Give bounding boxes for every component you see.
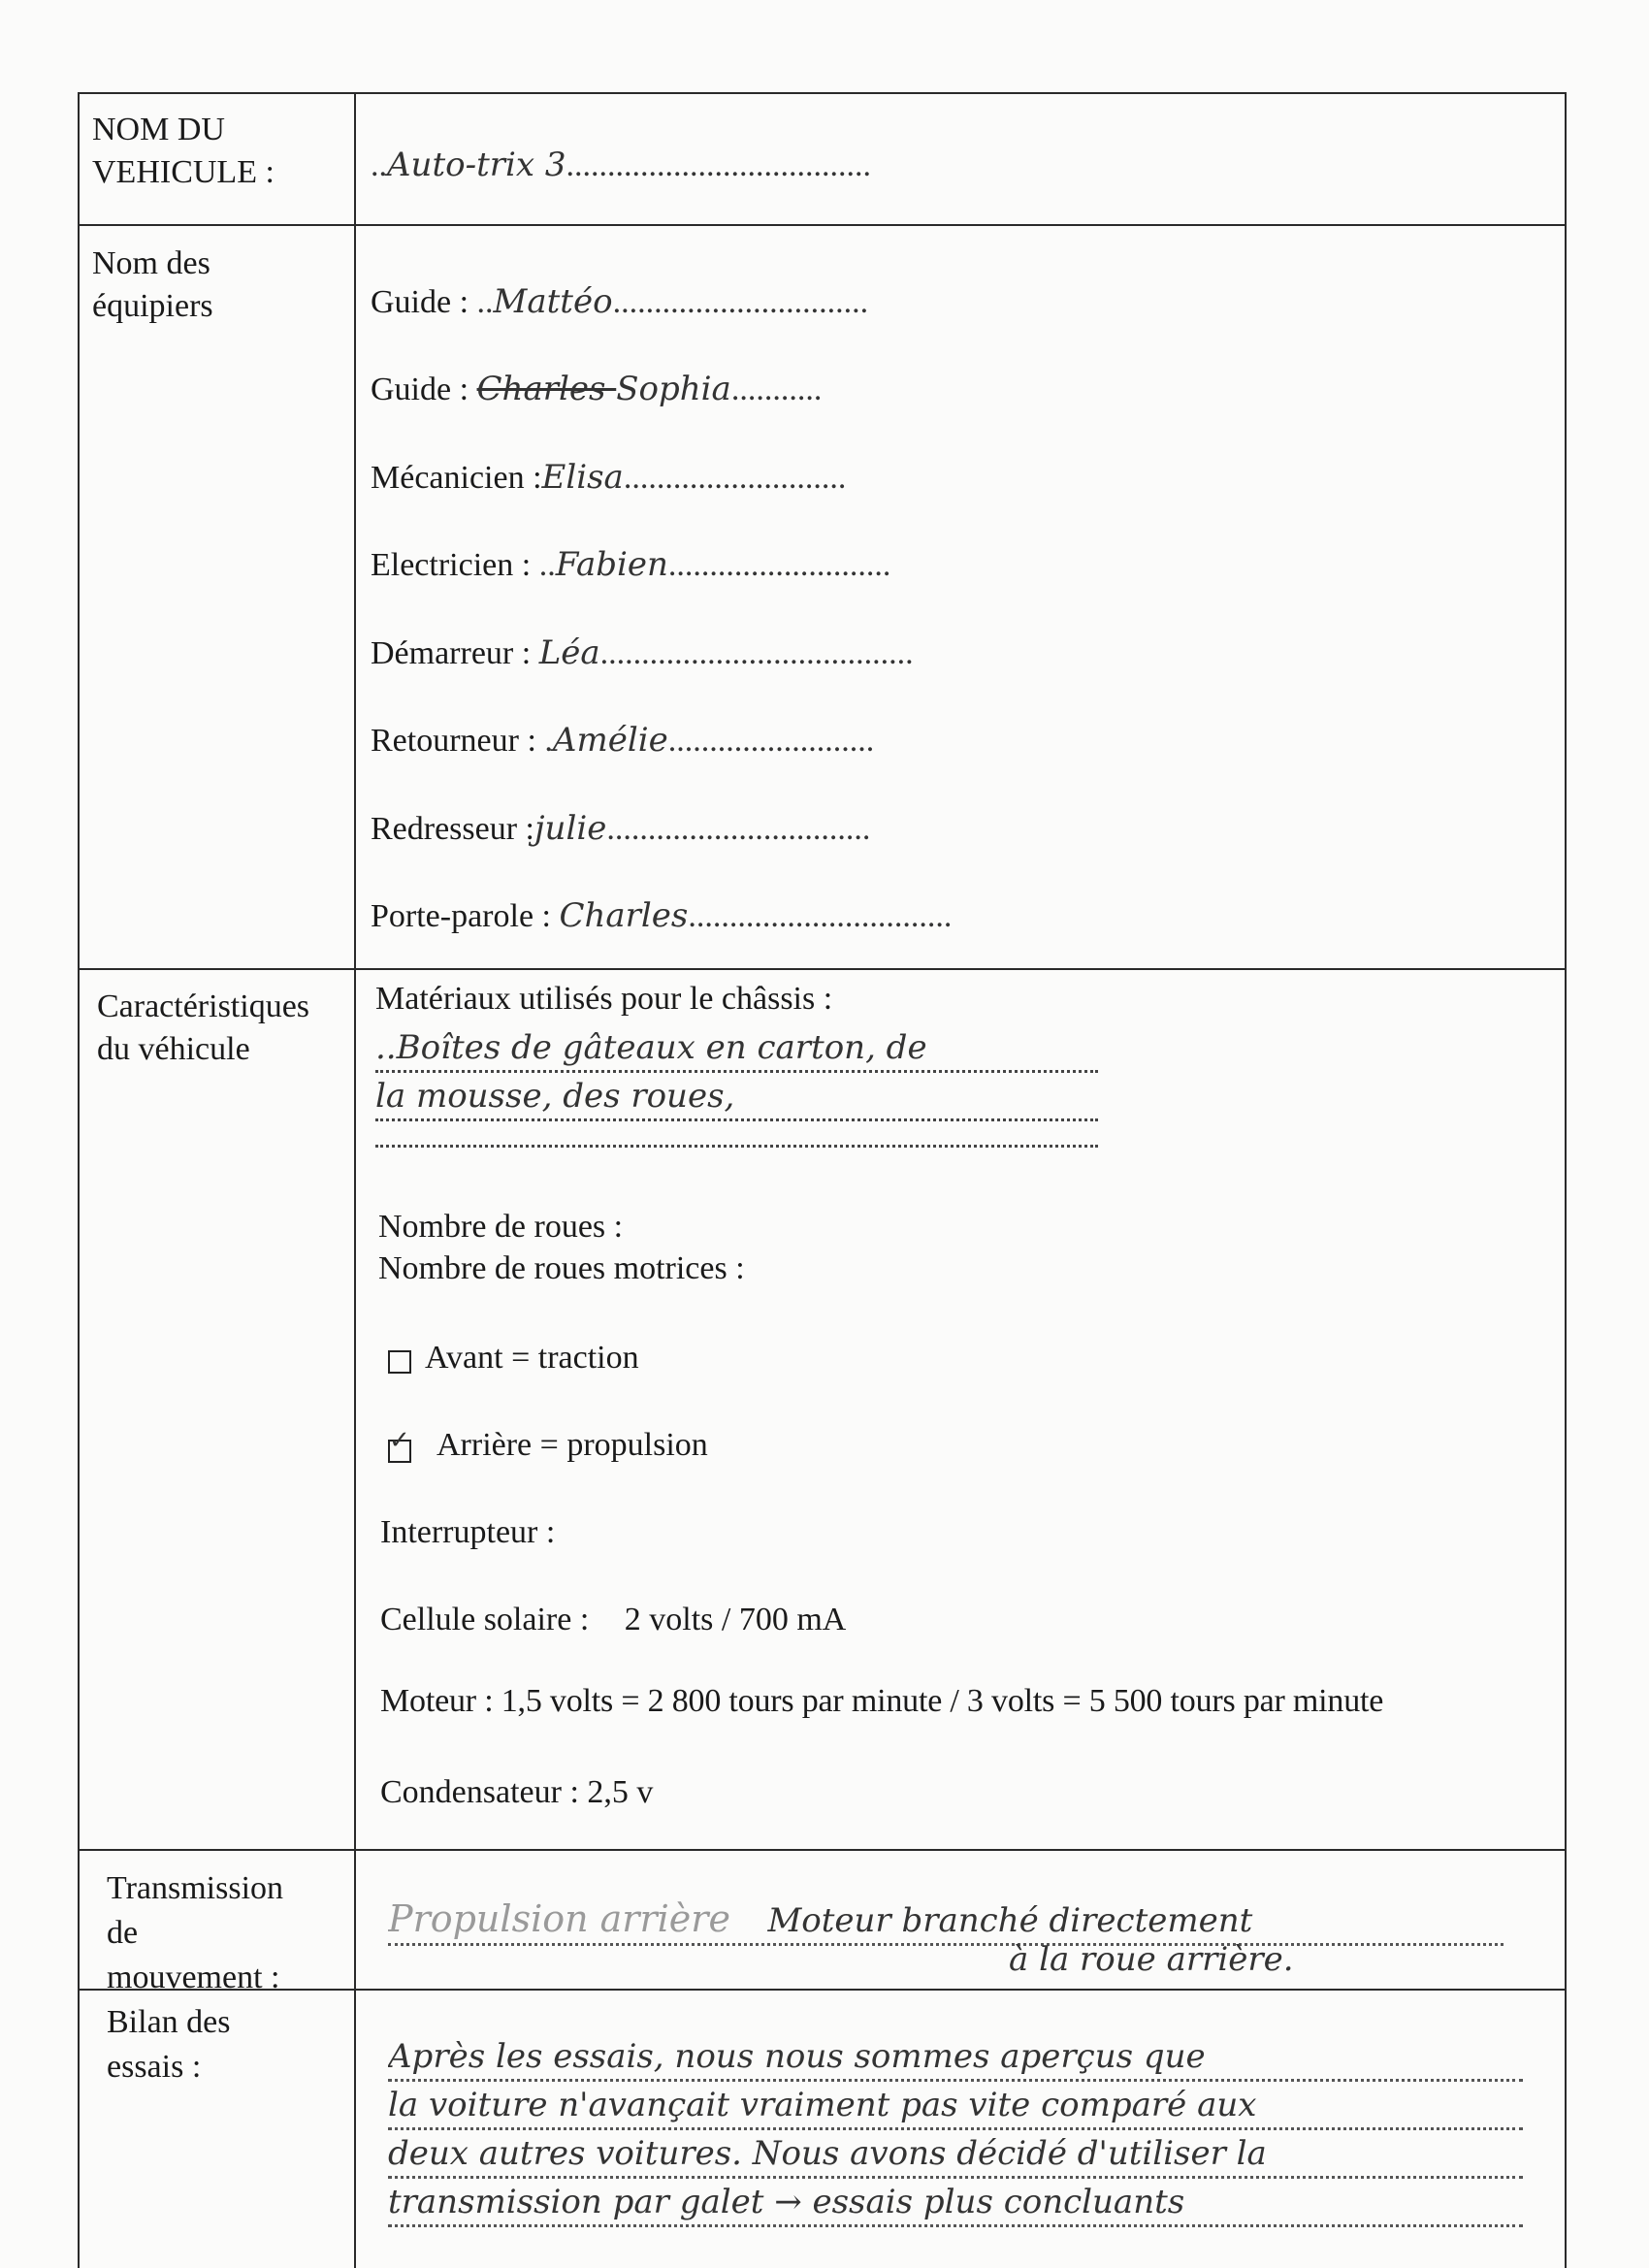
dotted-leader: ...........................: [667, 547, 891, 583]
transmission-label: Transmission de mouvement :: [107, 1870, 284, 1995]
characteristics-label: Caractéristiques du véhicule: [97, 988, 310, 1067]
solar-cell-label: Cellule solaire :: [380, 1602, 590, 1637]
crew-label: Nom des équipiers: [92, 245, 213, 324]
materials-text: la mousse, des roues,: [375, 1077, 735, 1116]
dotted-leader: ...............................: [612, 284, 869, 320]
dotted-leader: ................................: [688, 898, 953, 934]
results-label: Bilan des essais :: [107, 2004, 231, 2085]
row-divider-1: [78, 224, 1567, 226]
results-line-3: [388, 2134, 1523, 2179]
checkmark-icon: ✓: [389, 1426, 410, 1454]
role-label: Electricien :: [371, 547, 532, 583]
member-name: Léa: [538, 633, 600, 672]
dotted-leader: .: [535, 723, 553, 759]
dotted-leader: ...........: [730, 372, 823, 407]
crew-member-electrician: [371, 545, 890, 585]
member-name: julie: [534, 809, 607, 848]
member-name: Amélie: [552, 721, 668, 760]
member-name: Charles Sophia: [476, 370, 731, 408]
role-label: Guide :: [371, 372, 469, 407]
role-label: Guide :: [371, 284, 469, 320]
materials-line-3: [375, 1118, 1098, 1148]
dotted-leader: ......................................: [599, 635, 914, 671]
member-name: Mattéo: [493, 282, 613, 321]
crew-member-guide-1: [371, 282, 868, 322]
results-line-1: [388, 2037, 1523, 2082]
dotted-leader: .....................................: [566, 147, 871, 183]
dotted-leader: ................................: [606, 811, 871, 847]
results-line-4: [388, 2183, 1523, 2227]
role-label: Porte-parole :: [371, 898, 551, 934]
role-label: Mécanicien :: [371, 460, 542, 496]
dotted-leader: ..: [371, 147, 387, 183]
results-text: la voiture n'avançait vraiment pas vite comparé aux: [388, 2086, 1257, 2124]
member-name: Fabien: [555, 545, 668, 584]
results-text: transmission par galet → essais plus concluants: [388, 2183, 1185, 2221]
vehicle-name-value: Auto-trix 3: [387, 146, 566, 184]
table-border-left: [78, 92, 80, 2268]
front-drive-checkbox[interactable]: [388, 1350, 411, 1374]
row-divider-4: [78, 1989, 1567, 1991]
table-border-right: [1565, 92, 1567, 2268]
table-column-divider: [354, 92, 356, 2268]
transmission-value: Moteur branché directement: [767, 1901, 1253, 1940]
dotted-leader: .........................: [667, 723, 875, 759]
role-label: Retourneur :: [371, 723, 536, 759]
wheels-count-label: Nombre de roues :: [378, 1209, 624, 1245]
struck-name: Charles: [476, 370, 617, 408]
solar-cell-row: [380, 1601, 846, 1639]
crew-member-spokesperson: [371, 896, 952, 936]
materials-label: Matériaux utilisés pour le châssis :: [375, 981, 833, 1017]
dotted-leader: [469, 372, 477, 407]
member-name: Elisa: [541, 458, 624, 497]
results-text: deux autres voitures. Nous avons décidé d'utiliser la: [388, 2134, 1267, 2173]
crew-member-starter: [371, 633, 914, 673]
dotted-leader: ..: [531, 547, 556, 583]
row-divider-3: [78, 1849, 1567, 1851]
table-border-top: [78, 92, 1567, 94]
capacitor-spec: Condensateur : 2,5 v: [380, 1774, 654, 1810]
row-divider-2: [78, 968, 1567, 970]
rear-drive-label: Arrière = propulsion: [436, 1427, 708, 1463]
dotted-leader: [531, 635, 539, 671]
vehicle-name-label: NOM DU VEHICULE :: [92, 112, 275, 190]
switch-label: Interrupteur :: [380, 1514, 556, 1550]
transmission-value-line-1: [388, 1899, 1504, 1946]
member-name: Charles: [559, 896, 689, 935]
role-label: Démarreur :: [371, 635, 532, 671]
role-label: Redresseur :: [371, 811, 535, 847]
crew-member-straightener: [371, 809, 870, 849]
dotted-leader: ...........................: [623, 460, 847, 496]
solar-cell-value: 2 volts / 700 mA: [624, 1602, 847, 1637]
dotted-leader: [551, 898, 560, 934]
dotted-leader: ..: [469, 284, 494, 320]
crew-member-turner: [371, 721, 874, 761]
materials-text: ..Boîtes de gâteaux en carton, de: [375, 1028, 927, 1067]
vehicle-name-field: [371, 146, 871, 185]
transmission-struck-value: Propulsion arrière: [388, 1899, 730, 1940]
crew-member-mechanic: [371, 458, 846, 498]
materials-line-1: [375, 1028, 1098, 1073]
drive-wheels-label: Nombre de roues motrices :: [378, 1250, 745, 1286]
results-line-2: [388, 2086, 1523, 2130]
motor-spec: Moteur : 1,5 volts = 2 800 tours par minute / 3 volts = 5 500 tours par minute: [380, 1683, 1384, 1719]
front-drive-label: Avant = traction: [425, 1340, 639, 1376]
rear-drive-checkbox[interactable]: [388, 1426, 411, 1463]
materials-line-2: [375, 1077, 1098, 1121]
transmission-value-line-2: à la roue arrière.: [1009, 1940, 1294, 1979]
results-text: Après les essais, nous nous sommes aperçus que: [388, 2037, 1206, 2076]
crew-member-guide-2: [371, 370, 822, 409]
